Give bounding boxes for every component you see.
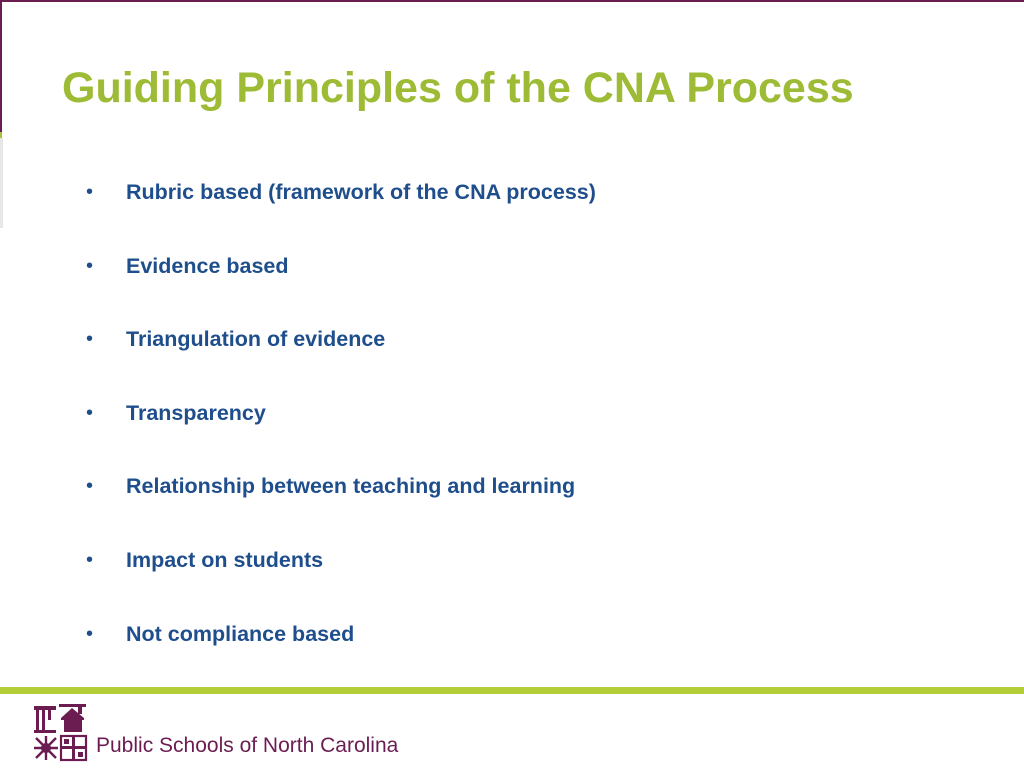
bullet-text: Not compliance based	[126, 621, 355, 646]
bullet-marker: •	[86, 548, 94, 571]
bullet-text: Rubric based (framework of the CNA process)	[126, 180, 596, 204]
footer-organization-name: Public Schools of North Carolina	[96, 734, 399, 757]
bullet-marker: •	[86, 475, 94, 498]
bullet-text: Relationship between teaching and learning	[126, 474, 576, 499]
top-border-line	[0, 0, 1024, 2]
bullet-marker: •	[86, 181, 94, 203]
bullet-text: Impact on students	[126, 547, 324, 572]
bullet-marker: •	[86, 622, 94, 645]
bullet-marker: •	[86, 254, 94, 277]
bullet-marker: •	[86, 328, 94, 351]
left-border-line	[0, 0, 2, 132]
bullet-text: Triangulation of evidence	[126, 327, 386, 352]
bullet-text: Evidence based	[126, 253, 289, 278]
left-shadow-mark	[0, 138, 3, 228]
slide-title: Guiding Principles of the CNA Process	[62, 64, 854, 112]
footer-accent-bar	[0, 687, 1024, 694]
bullet-marker: •	[86, 401, 94, 424]
bullet-text: Transparency	[126, 400, 266, 425]
nc-public-schools-logo-icon	[34, 704, 88, 762]
